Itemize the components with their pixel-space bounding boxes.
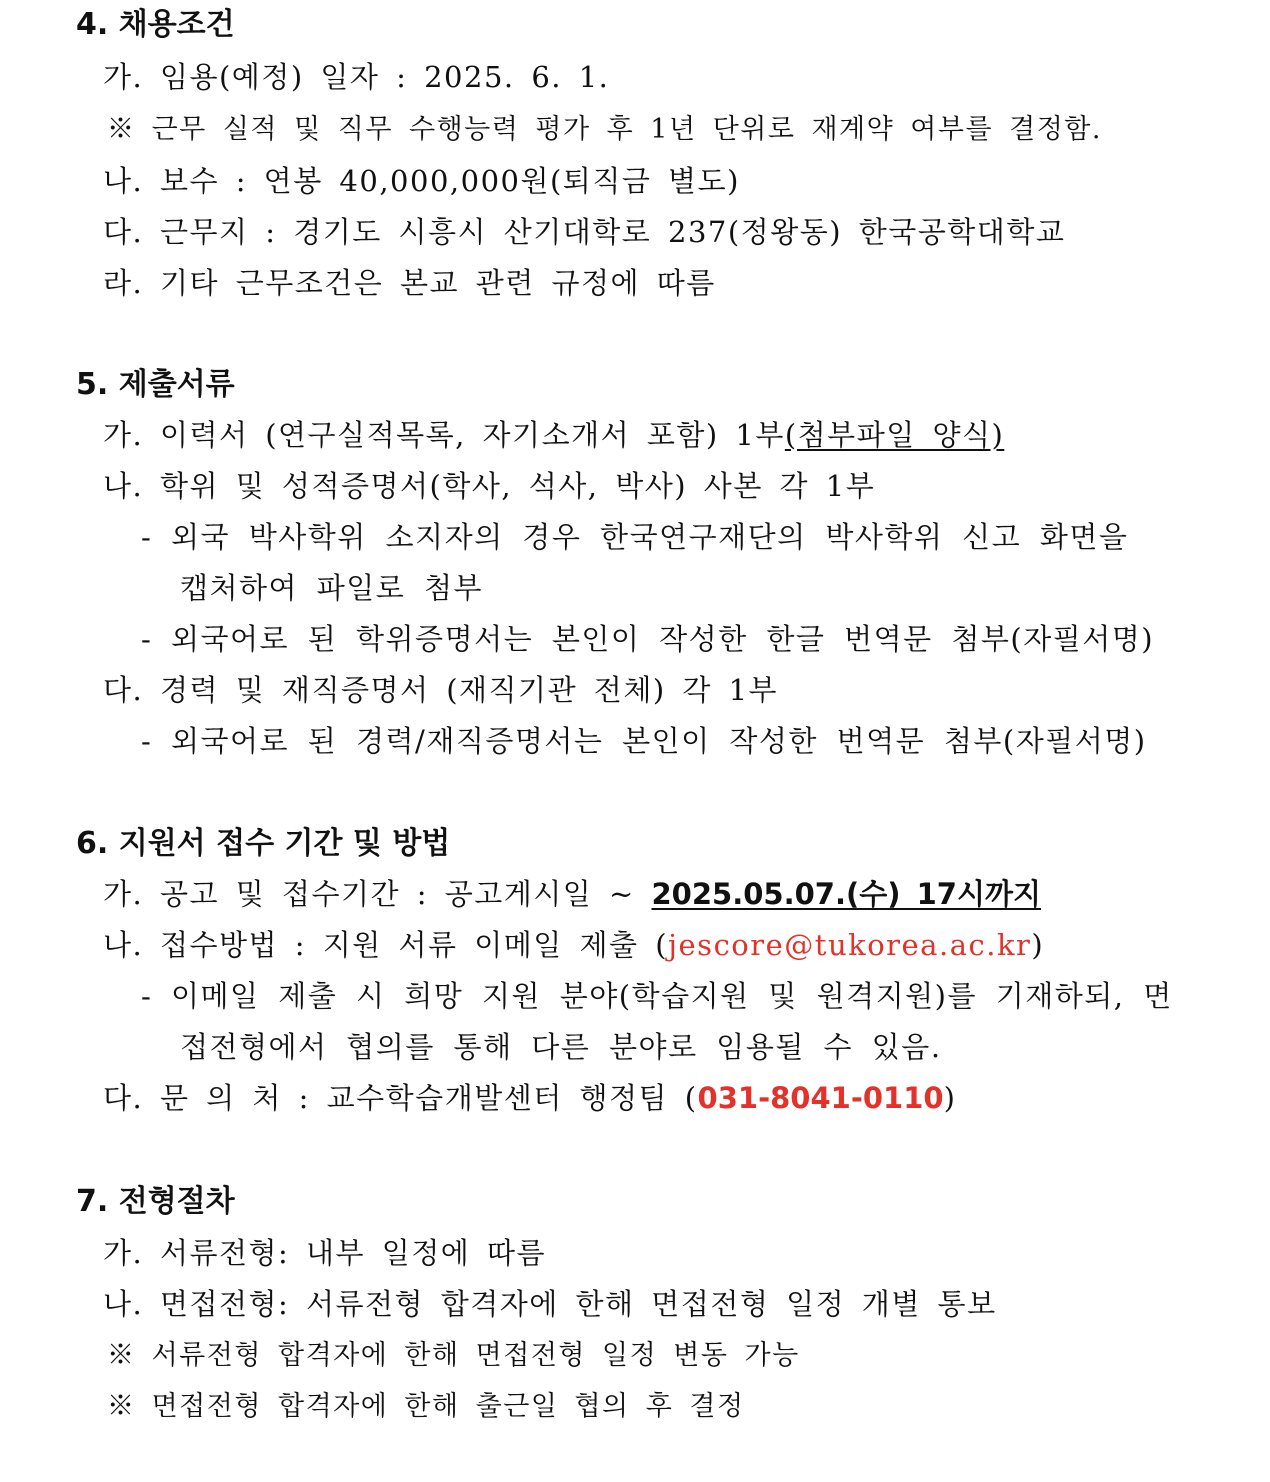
application-deadline: 2025.05.07.(수) 17시까지 <box>651 877 1041 911</box>
section-6-heading: 6. 지원서 접수 기간 및 방법 <box>76 826 451 861</box>
section-5-item-b-sub1-line2: 캡처하여 파일로 첨부 <box>180 571 484 605</box>
section-4-heading: 4. 채용조건 <box>76 7 235 42</box>
section-4-item-c: 다. 근무지 : 경기도 시흥시 산기대학로 237(정왕동) 한국공학대학교 <box>103 215 1066 249</box>
section-5-item-c: 다. 경력 및 재직증명서 (재직기관 전체) 각 1부 <box>103 673 779 707</box>
section-5-item-a-text: 가. 이력서 (연구실적목록, 자기소개서 포함) 1부 <box>103 418 785 452</box>
section-7-item-a: 가. 서류전형: 내부 일정에 따름 <box>103 1236 547 1270</box>
section-4-item-a: 가. 임용(예정) 일자 : 2025. 6. 1. <box>103 60 610 94</box>
section-5-item-b-sub2: - 외국어로 된 학위증명서는 본인이 작성한 한글 번역문 첨부(자필서명) <box>141 622 1155 656</box>
section-5-item-b-sub1-line1: - 외국 박사학위 소지자의 경우 한국연구재단의 박사학위 신고 화면을 <box>141 520 1129 554</box>
section-6-item-a <box>103 877 1041 911</box>
section-6-item-c-close: ) <box>943 1081 957 1115</box>
section-5-item-b: 나. 학위 및 성적증명서(학사, 석사, 박사) 사본 각 1부 <box>103 469 876 503</box>
contact-email-link[interactable]: jescore@tukorea.ac.kr <box>668 928 1032 962</box>
section-4-item-d: 라. 기타 근무조건은 본교 관련 규정에 따름 <box>103 266 716 300</box>
section-6-item-c-text: 다. 문 의 처 : 교수학습개발센터 행정팀 ( <box>103 1081 698 1115</box>
section-6-item-b-sub-line2: 접전형에서 협의를 통해 다른 분야로 임용될 수 있음. <box>180 1030 942 1064</box>
section-4-note: ※ 근무 실적 및 직무 수행능력 평가 후 1년 단위로 재계약 여부를 결정함. <box>107 114 1102 145</box>
section-6-item-b <box>103 928 1045 962</box>
attachment-form-link[interactable]: (첨부파일 양식) <box>784 418 1005 452</box>
section-6-item-b-sub-line1: - 이메일 제출 시 희망 지원 분야(학습지원 및 원격지원)를 기재하되, 면 <box>141 979 1173 1013</box>
section-5-item-a <box>103 418 1005 452</box>
section-4-item-b: 나. 보수 : 연봉 40,000,000원(퇴직금 별도) <box>103 164 740 198</box>
section-5-item-c-sub1: - 외국어로 된 경력/재직증명서는 본인이 작성한 번역문 첨부(자필서명) <box>141 724 1147 758</box>
section-6-item-a-text: 가. 공고 및 접수기간 : 공고게시일 ~ <box>103 877 652 911</box>
section-7-note-2: ※ 면접전형 합격자에 한해 출근일 협의 후 결정 <box>107 1391 745 1422</box>
section-7-item-b: 나. 면접전형: 서류전형 합격자에 한해 면접전형 일정 개별 통보 <box>103 1287 997 1321</box>
section-6-item-b-text: 나. 접수방법 : 지원 서류 이메일 제출 ( <box>103 928 669 962</box>
section-7-note-1: ※ 서류전형 합격자에 한해 면접전형 일정 변동 가능 <box>107 1340 800 1371</box>
section-6-item-c <box>103 1081 957 1115</box>
section-6-item-b-close: ) <box>1031 928 1045 962</box>
section-5-heading: 5. 제출서류 <box>76 367 235 402</box>
contact-phone[interactable]: 031-8041-0110 <box>697 1081 944 1115</box>
section-7-heading: 7. 전형절차 <box>76 1184 235 1219</box>
